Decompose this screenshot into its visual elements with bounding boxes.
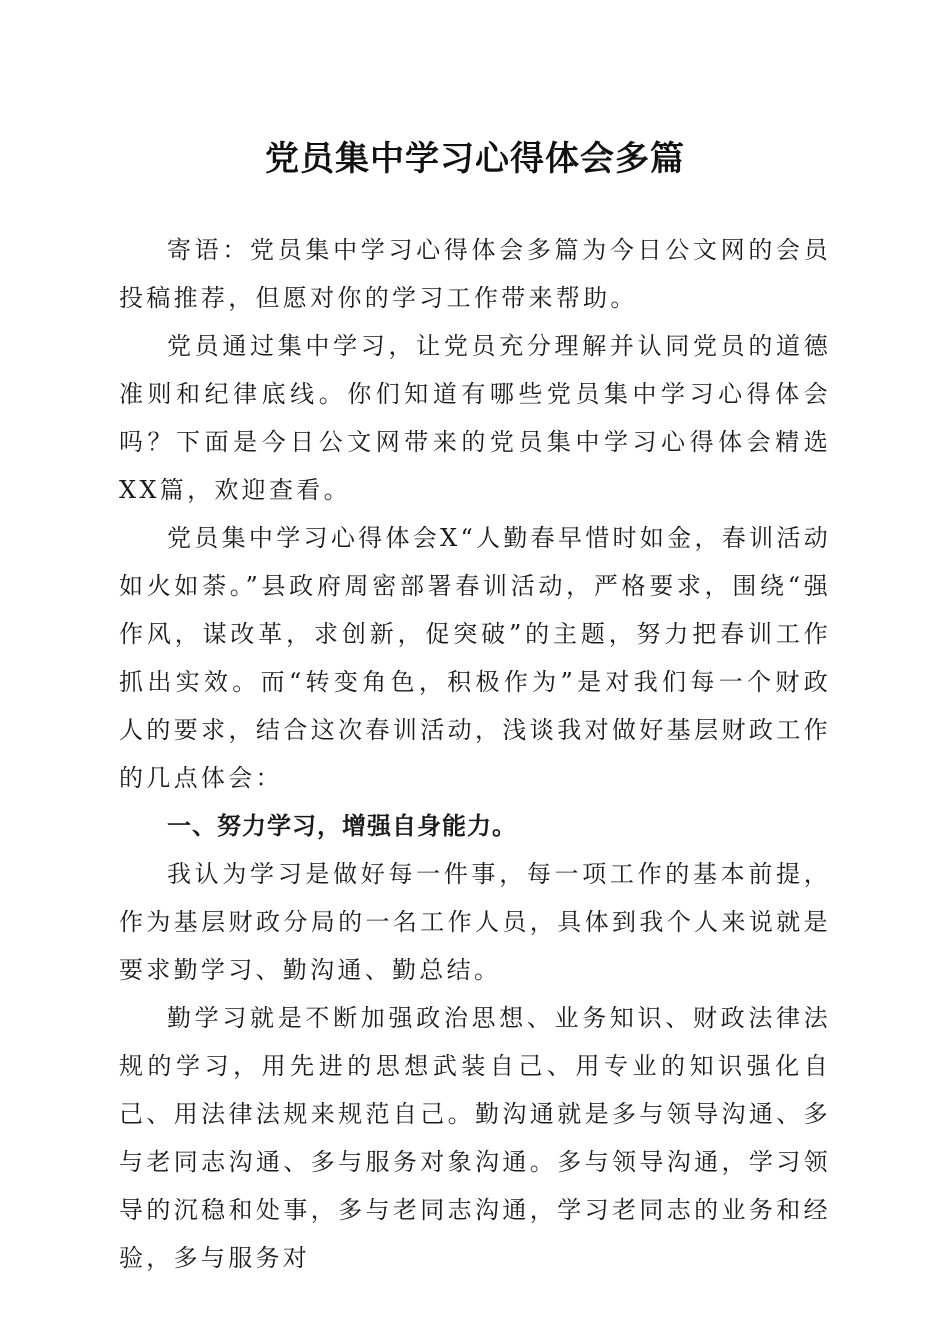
- body-paragraph: 勤学习就是不断加强政治思想、业务知识、财政法律法规的学习，用先进的思想武装自己、用专业的知识强化自己、用法律法规来规范自己。勤沟通就是多与领导沟通、多与老同志沟通、多与服务对象沟通。多与领导沟通，学习领导的沉稳和处事，多与老同志沟通，学习老同志的业务和经验，多与服务对: [119, 1004, 831, 1272]
- intro-paragraph: 党员通过集中学习，让党员充分理解并认同党员的道德准则和纪律底线。你们知道有哪些党员集中学习心得体会吗？下面是今日公文网带来的党员集中学习心得体会精选XX篇，欢迎查看。: [119, 332, 831, 504]
- document-title: 党员集中学习心得体会多篇: [265, 139, 685, 179]
- document-body: [119, 226, 831, 1282]
- body-paragraph: 我认为学习是做好每一件事，每一项工作的基本前提，作为基层财政分局的一名工作人员，具体到我个人来说就是要求勤学习、勤沟通、勤总结。: [119, 860, 831, 984]
- body-paragraph: 党员集中学习心得体会X“人勤春早惜时如金，春训活动如火如荼。”县政府周密部署春训活动，严格要求，围绕“强作风，谋改革，求创新，促突破”的主题，努力把春训工作抓出实效。而“转变角色，积极作为”是对我们每一个财政人的要求，结合这次春训活动，浅谈我对做好基层财政工作的几点体会：: [119, 524, 831, 792]
- foreword-paragraph: 寄语：党员集中学习心得体会多篇为今日公文网的会员投稿推荐，但愿对你的学习工作带来帮助。: [119, 236, 831, 312]
- section-heading: 一、努力学习，增强自身能力。: [167, 812, 517, 840]
